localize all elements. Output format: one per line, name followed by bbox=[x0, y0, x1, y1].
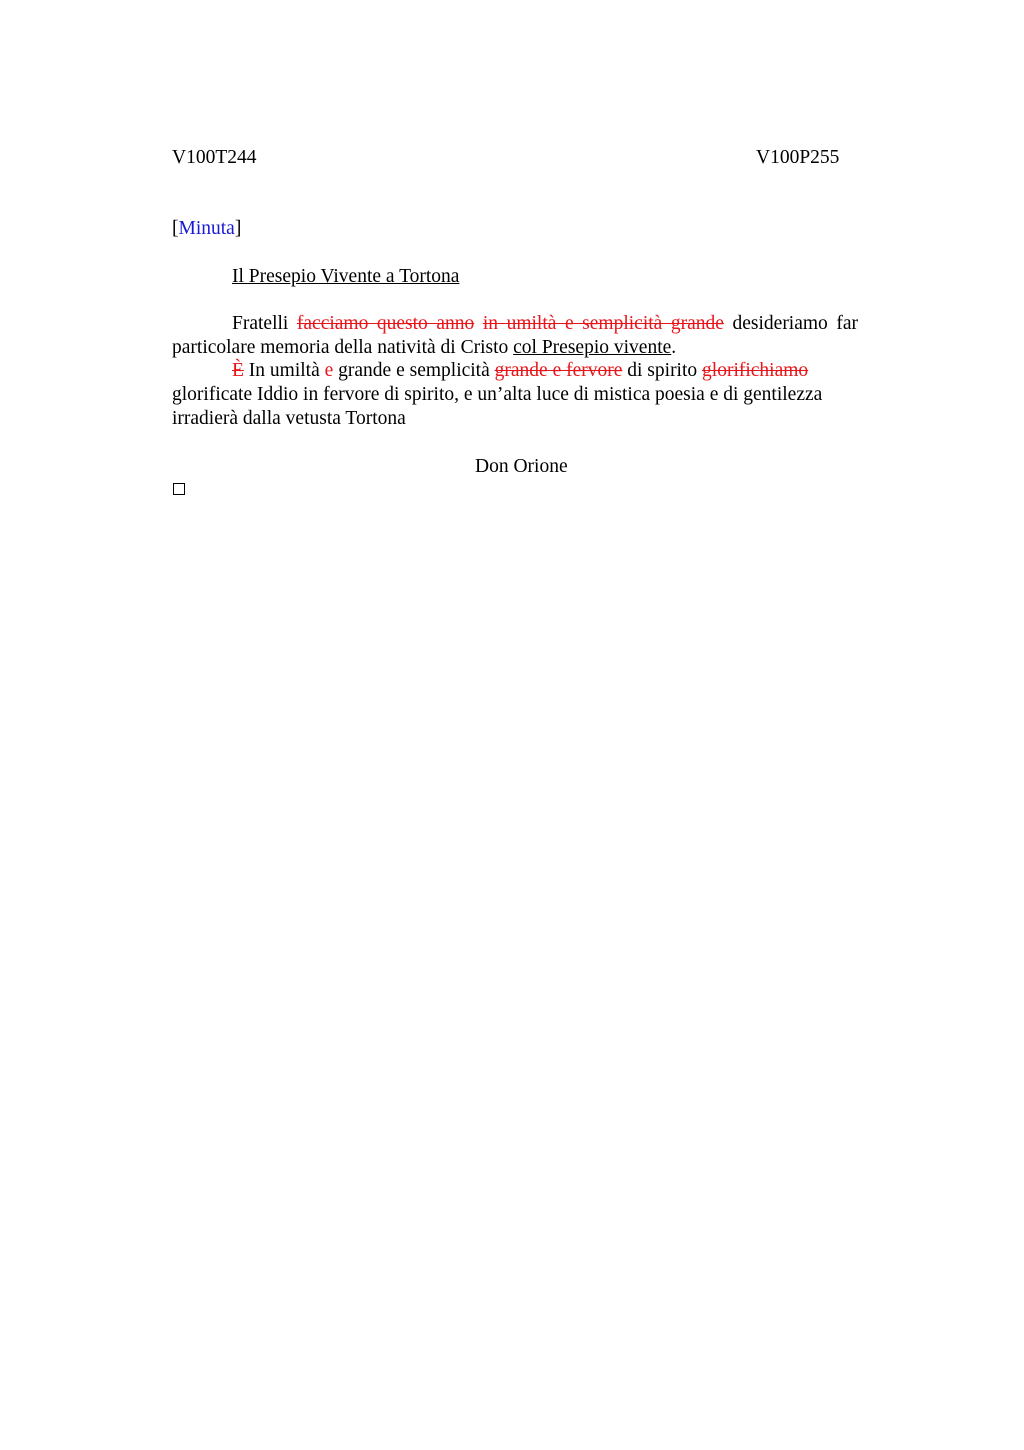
end-marker-box-icon bbox=[173, 483, 185, 495]
text-run bbox=[474, 313, 483, 334]
reference-code-right: V100P255 bbox=[756, 147, 840, 168]
deleted-text: in umiltà e semplicità grande bbox=[482, 313, 724, 334]
text-run: grande e semplicità bbox=[333, 360, 495, 382]
document-type-note bbox=[172, 217, 241, 241]
body-text bbox=[172, 312, 858, 431]
deleted-text: grande e fervore bbox=[494, 360, 623, 382]
text-run: glorificate Iddio in fervore di spirito, e un’alta luce di mistica poesia e di gentilezza irradierà dalla vetusta Tortona bbox=[172, 384, 823, 429]
signature: Don Orione bbox=[475, 456, 568, 477]
deleted-text: facciamo questo anno bbox=[296, 313, 475, 334]
deleted-text: È bbox=[232, 360, 244, 382]
paragraph-2 bbox=[172, 359, 858, 430]
open-bracket: [ bbox=[172, 218, 179, 239]
inserted-text: e bbox=[324, 360, 334, 382]
document-title: Il Presepio Vivente a Tortona bbox=[232, 266, 460, 287]
text-run: Fratelli bbox=[232, 313, 297, 334]
paragraph-1 bbox=[172, 312, 858, 359]
text-run: di spirito bbox=[622, 360, 703, 382]
close-bracket: ] bbox=[234, 218, 242, 239]
document-type-word: Minuta bbox=[178, 218, 235, 239]
text-run: In umiltà bbox=[243, 360, 325, 382]
underlined-text: col Presepio vivente bbox=[513, 336, 672, 358]
text-run: desideriamo far particolare memoria della natività di Cristo bbox=[172, 313, 858, 358]
deleted-text: glorifichiamo bbox=[702, 360, 809, 382]
text-run: . bbox=[671, 336, 677, 358]
reference-code-left: V100T244 bbox=[172, 147, 257, 168]
